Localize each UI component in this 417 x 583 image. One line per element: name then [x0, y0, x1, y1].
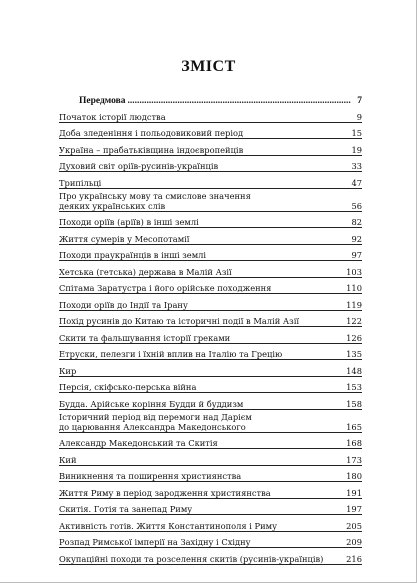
toc-entry	[59, 106, 362, 123]
toc-entry-page: 110	[346, 283, 362, 293]
toc-entry-page: 205	[346, 520, 362, 531]
toc-entry-title: Хетська (гетська) держава в Малій Азії	[59, 266, 232, 277]
toc-entry-title: Трипільці	[59, 177, 102, 188]
toc-entry-page: 82	[351, 217, 362, 227]
toc-entry-page: 180	[346, 471, 362, 481]
toc-entry-title: Кий	[59, 454, 77, 465]
toc-entry-title: Окупаційні походи та розселення скитів (русинів-українців)	[59, 553, 324, 564]
toc-entry	[59, 532, 362, 549]
toc-entry-page: 191	[346, 487, 362, 498]
toc-entry-page: 56	[351, 200, 362, 211]
toc-entry-preface	[59, 90, 362, 106]
toc-entry	[59, 212, 362, 229]
toc-entry-title: Історичний період від перемоги над Дарієм до царювання Александра Македонського	[59, 411, 252, 432]
toc-entry	[59, 123, 362, 140]
toc-entry	[59, 172, 362, 189]
toc-entry	[59, 344, 362, 361]
toc-entry-page: 47	[351, 177, 362, 188]
toc-entry-title: Етруски, пелезги і їхній вплив на Італію та Грецію	[59, 349, 283, 359]
toc-entry-page: 103	[346, 266, 362, 277]
toc-entry	[59, 410, 362, 433]
toc-entry-title: Розпад Римської імперії на Західну і Східну	[59, 537, 251, 547]
toc-entry-title: Передмова	[79, 96, 126, 106]
toc-entry	[59, 156, 362, 173]
toc-entry-title: Активність готів. Життя Константинополя і Риму	[59, 520, 277, 531]
toc-entry-page: 19	[351, 144, 362, 155]
page-title: ЗМІСТ	[181, 58, 236, 75]
toc-entry-title: Початок історії людства	[59, 111, 166, 122]
toc-entry-title: Походи праукраїнців в інші землі	[59, 250, 207, 260]
toc-entry-page: 7	[357, 96, 362, 106]
toc-entry-page: 122	[346, 316, 362, 326]
toc-entry	[59, 449, 362, 466]
toc-entry	[59, 360, 362, 377]
toc-entry	[59, 393, 362, 410]
toc-entry-page: 209	[346, 537, 362, 547]
toc-entry-page: 97	[351, 250, 362, 260]
table-of-contents	[59, 90, 362, 565]
toc-entry	[59, 278, 362, 295]
toc-entry-page: 135	[346, 349, 362, 359]
toc-entry-title: Александр Македонський та Скитія	[59, 438, 218, 448]
toc-entry	[59, 548, 362, 565]
toc-entry-page: 165	[346, 421, 362, 432]
toc-entry	[59, 377, 362, 394]
toc-entry-title: Україна – прабатьківщина індоєвропейців	[59, 144, 244, 155]
toc-entry-page: 197	[346, 504, 362, 514]
toc-entry-page: 15	[351, 128, 362, 138]
toc-entry-title: Життя Риму в період зародження християнства	[59, 487, 271, 498]
toc-entry-title: Кир	[59, 365, 77, 376]
toc-entry	[59, 139, 362, 156]
toc-entry	[59, 515, 362, 532]
toc-entry-page: 148	[346, 365, 362, 376]
toc-entry-page: 216	[346, 553, 362, 564]
toc-entry-title: Спітама Заратустра і його орійське походження	[59, 283, 272, 293]
toc-entry-title: Скити та фальшування історії греками	[59, 332, 231, 343]
toc-entry-title: Життя сумерів у Месопотамії	[59, 233, 190, 244]
toc-entry	[59, 466, 362, 483]
toc-entry-title: Доба зледеніння і польодовиковий період	[59, 128, 244, 138]
toc-entry-title: Походи оріїв (аріїв) в інші землі	[59, 217, 199, 227]
toc-entry-title: Духовий світ оріїв-русинів-українців	[59, 161, 219, 171]
toc-entry	[59, 311, 362, 328]
toc-entry-page: 173	[346, 454, 362, 465]
toc-entry-page: 33	[351, 161, 362, 171]
toc-entry-page: 9	[356, 111, 362, 122]
toc-entry	[59, 189, 362, 212]
toc-entry	[59, 433, 362, 450]
toc-entry	[59, 499, 362, 516]
toc-entry	[59, 228, 362, 245]
toc-entry-list	[59, 106, 362, 565]
toc-entry-page: 92	[351, 233, 362, 244]
toc-entry-title: Персія, скіфсько-перська війна	[59, 382, 197, 392]
toc-entry-page: 153	[346, 382, 362, 392]
toc-entry-page: 158	[346, 398, 362, 409]
toc-entry	[59, 482, 362, 499]
toc-entry-page: 168	[346, 438, 362, 448]
toc-entry-title: Скитія. Готія та занепад Риму	[59, 504, 193, 514]
toc-entry-title: Про українську мову та смислове значення деяких українських слів	[59, 190, 251, 211]
toc-entry-title: Виникнення та поширення християнства	[59, 471, 242, 481]
toc-entry	[59, 245, 362, 262]
toc-entry-title: Будда. Арійське коріння Будди й буддизм	[59, 398, 244, 409]
toc-entry	[59, 327, 362, 344]
toc-entry-page: 119	[346, 299, 362, 310]
toc-entry-page: 126	[346, 332, 362, 343]
toc-entry	[59, 261, 362, 278]
toc-entry	[59, 294, 362, 311]
toc-entry-title: Похід русинів до Китаю та історичні події в Малій Азії	[59, 316, 300, 326]
dot-leader	[128, 96, 352, 106]
toc-entry-title: Походи оріїв до Індії та Ірану	[59, 299, 188, 310]
